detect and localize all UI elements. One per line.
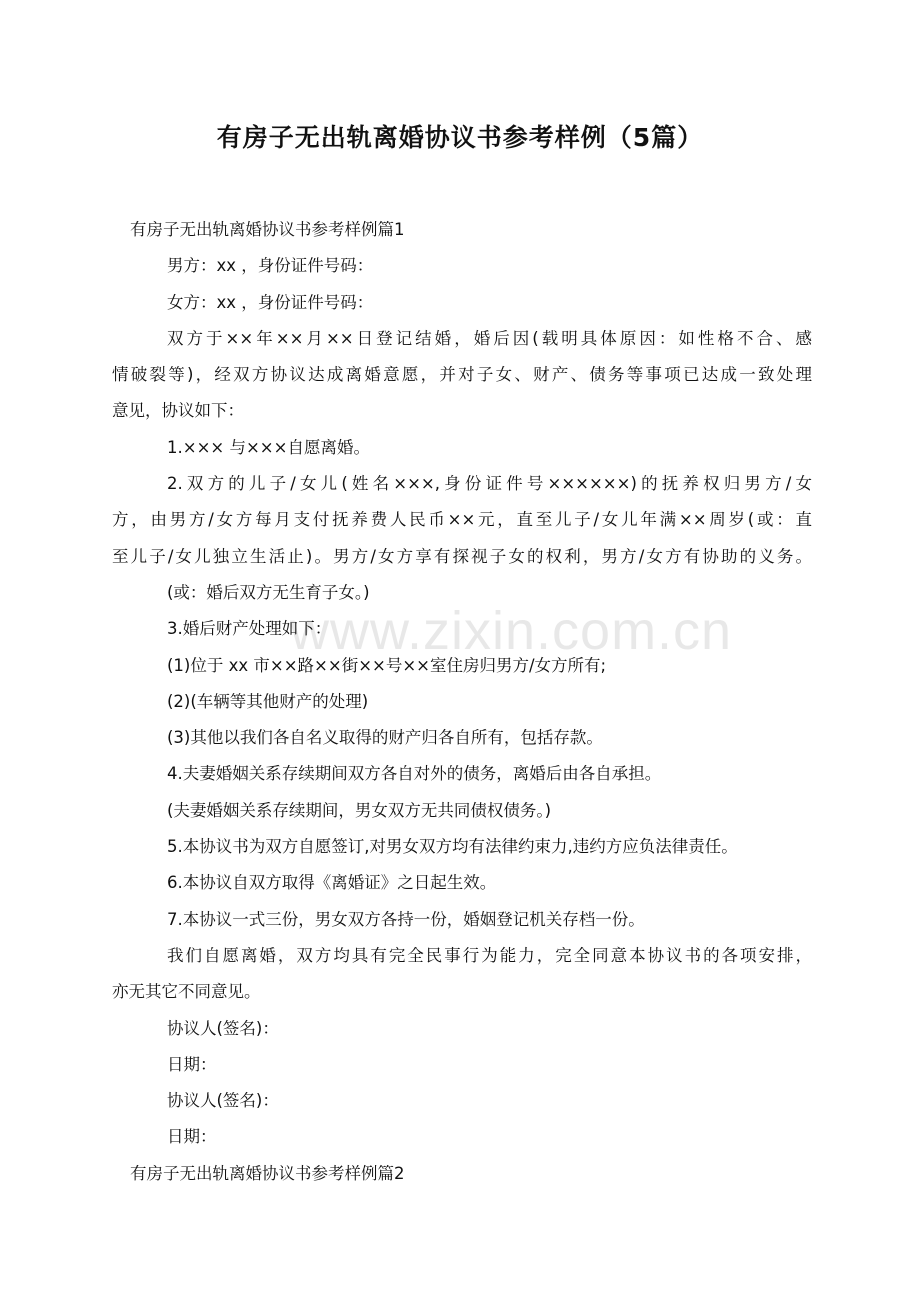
paragraph-line: (夫妻婚姻关系存续期间，男女双方无共同债权债务。) — [167, 800, 552, 820]
document-body — [0, 212, 920, 1192]
paragraph-line: 日期： — [167, 1127, 217, 1147]
paragraph-line: 方，由男方/女方每月支付抚养费人民币××元，直至儿子/女儿年满××周岁(或：直 — [112, 510, 812, 530]
paragraph-line: 双方于××年××月××日登记结婚，婚后因(载明具体原因：如性格不合、感 — [167, 328, 812, 348]
paragraph-line: 6.本协议自双方取得《离婚证》之日起生效。 — [167, 873, 497, 893]
paragraph-line: 日期： — [167, 1054, 217, 1074]
watermark: www.zixin.com.cn — [290, 601, 733, 661]
paragraph-line: 至儿子/女儿独立生活止)。男方/女方享有探视子女的权利，男方/女方有协助的义务。 — [112, 546, 812, 566]
paragraph-line: 协议人(签名)： — [167, 1091, 279, 1111]
section-heading: 有房子无出轨离婚协议书参考样例篇1 — [130, 220, 405, 239]
paragraph-line: 4.夫妻婚姻关系存续期间双方各自对外的债务，离婚后由各自承担。 — [167, 764, 662, 784]
paragraph-line: 意见，协议如下： — [112, 401, 244, 421]
paragraph-line: 3.婚后财产处理如下： — [167, 619, 332, 639]
paragraph-line: (3)其他以我们各自名义取得的财产归各自所有，包括存款。 — [167, 728, 603, 748]
section-heading: 有房子无出轨离婚协议书参考样例篇2 — [130, 1163, 405, 1183]
paragraph-line: 7.本协议一式三份，男女双方各持一份，婚姻登记机关存档一份。 — [167, 909, 645, 929]
paragraph-line: 5.本协议书为双方自愿签订,对男女双方均有法律约束力,违约方应负法律责任。 — [167, 837, 738, 857]
paragraph-line: 1.××× 与×××自愿离婚。 — [167, 437, 370, 457]
paragraph-line: 男方：xx ，身份证件号码： — [167, 256, 374, 276]
paragraph-line: (2)(车辆等其他财产的处理) — [167, 691, 369, 711]
paragraph-line: (1)位于 xx 市××路××街××号××室住房归男方/女方所有; — [167, 655, 607, 675]
paragraph-line: 女方：xx ，身份证件号码： — [167, 292, 374, 312]
paragraph-line: 我们自愿离婚，双方均具有完全民事行为能力，完全同意本协议书的各项安排， — [167, 945, 812, 965]
paragraph-line: 协议人(签名)： — [167, 1018, 279, 1038]
paragraph-line: 亦无其它不同意见。 — [112, 982, 261, 1002]
paragraph-line: (或：婚后双方无生育子女。) — [167, 582, 370, 602]
paragraph-line: 2.双方的儿子/女儿(姓名×××,身份证件号××××××)的抚养权归男方/女 — [167, 474, 812, 494]
document-title: 有房子无出轨离婚协议书参考样例（5篇） — [216, 123, 704, 152]
paragraph-line: 情破裂等)，经双方协议达成离婚意愿，并对子女、财产、债务等事项已达成一致处理 — [112, 365, 812, 385]
